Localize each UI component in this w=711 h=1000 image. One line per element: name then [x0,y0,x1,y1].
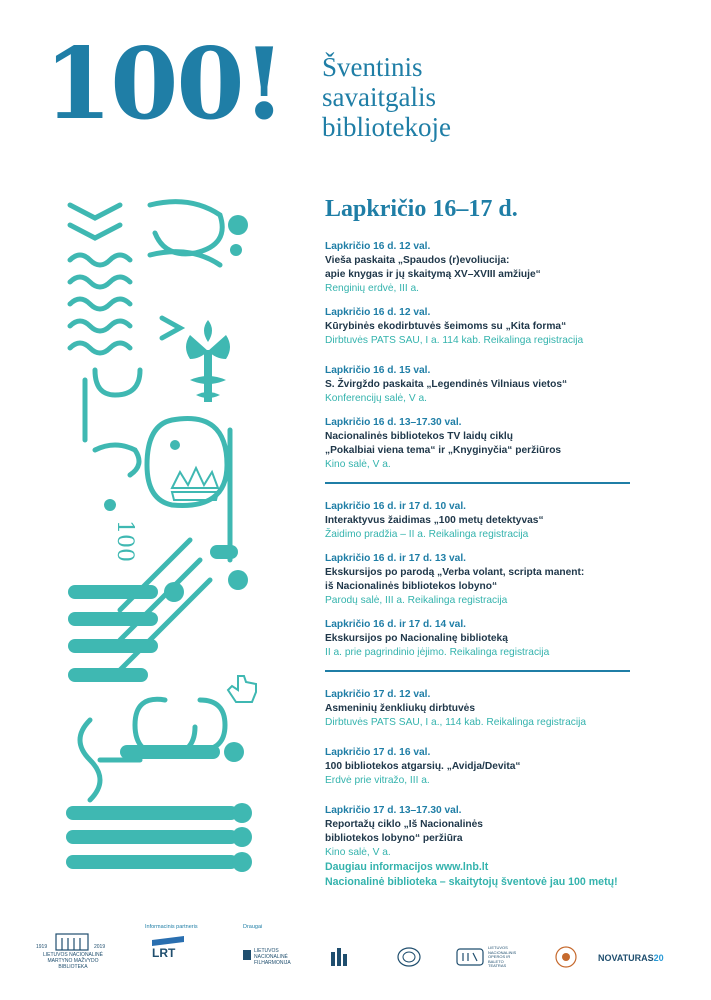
library-year-end: 2019 [94,944,106,950]
title-line: bibliotekoje [322,112,451,142]
partner-logo-emblem-icon [396,946,422,968]
event-title: „Pokalbiai viena tema“ ir „Knyginyčia“ peržiūros [325,445,562,456]
event-title: Ekskursijos po parodą „Verba volant, scripta manent: [325,567,585,578]
svg-text:100: 100 [112,520,137,562]
event-title: Asmeninių ženkliukų dirbtuvės [325,703,476,714]
title-line: Šventinis [322,52,423,82]
event-location: Parodų salė, III a. Reikalinga registracija [325,595,508,606]
event-location: Kino salė, V a. [325,847,391,858]
event-title: iš Nacionalinės bibliotekos lobyno“ [325,581,498,592]
event-time: Lapkričio 16 d. 12 val. [325,307,431,318]
event-title: 100 bibliotekos atgarsių. „Avidja/Devita“ [325,761,521,772]
event-title: Nacionalinės bibliotekos TV laidų ciklų [325,431,513,442]
novaturas-text: NOVATURAS [598,953,654,963]
event-item [325,618,635,660]
event-title: bibliotekos lobyno“ peržiūra [325,833,463,844]
event-location: Renginių erdvė, III a. [325,283,420,294]
event-time: Lapkričio 17 d. 16 val. [325,747,431,758]
event-title: Ekskursijos po Nacionalinę biblioteką [325,633,508,644]
event-title: S. Žvirgždo paskaita „Legendinės Vilniaus vietos“ [325,379,568,390]
library-name [38,952,108,970]
library-name-line: MARTYNO MAŽVYDO [47,958,99,964]
event-item [325,364,635,406]
hero-number: 100! [44,27,284,142]
partners-strip [0,920,711,1000]
section-divider [325,670,630,672]
opera-name [488,946,516,969]
philharmonic-name [254,948,291,966]
event-title: Kūrybinės ekodirbtuvės šeimoms su „Kita forma“ [325,321,567,332]
event-time: Lapkričio 17 d. 13–17.30 val. [325,805,462,816]
event-location: Žaidimo pradžia – II a. Reikalinga registracija [325,529,529,540]
philharmonic-line: LIETUVOS [254,948,279,954]
library-name-line: BIBLIOTEKA [58,964,88,970]
footer-info [325,860,618,890]
opera-line: BALETO [488,958,504,964]
library-year-start: 1919 [36,944,48,950]
event-item [325,416,635,472]
event-item [325,552,635,608]
event-time: Lapkričio 16 d. 15 val. [325,365,431,376]
event-location: Dirbtuvės PATS SAU, I a. 114 kab. Reikalinga registracija [325,335,584,346]
fleur-ornament-icon [186,320,230,402]
event-location: Erdvė prie vitražo, III a. [325,775,430,786]
event-title: Reportažų ciklo „Iš Nacionalinės [325,819,483,830]
library-name-line: LIETUVOS NACIONALINĖ [42,952,103,958]
date-heading: Lapkričio 16–17 d. [325,196,518,222]
novaturas-logo [598,953,664,963]
event-title: Interaktyvus žaidimas „100 metų detektyvas“ [325,515,544,526]
events-group [325,688,635,860]
opera-line: TEATRAS [488,963,507,968]
event-item [325,240,635,296]
partner-logo-seal-icon [555,946,577,968]
footer-slogan: Nacionalinė biblioteka – skaitytojų šventovė jau 100 metų! [325,876,618,888]
opera-line: OPEROS IR [488,954,511,959]
philharmonic-logo-icon [243,950,251,960]
event-title: Vieša paskaita „Spaudos (r)evoliucija: [325,255,510,266]
event-location: II a. prie pagrindinio įėjimo. Reikalinga registracija [325,647,550,658]
opera-logo-icon [456,948,484,966]
novaturas-suffix: 20 [653,953,664,963]
lrt-logo-text: LRT [152,946,176,960]
events-group [325,500,635,660]
opera-line: NACIONALINIS [488,949,517,955]
event-item [325,500,635,542]
philharmonic-line: FILHARMONIJA [254,960,291,966]
event-item [325,804,635,860]
poster-title [322,52,451,142]
event-time: Lapkričio 16 d. ir 17 d. 14 val. [325,619,466,630]
more-info-link[interactable]: Daugiau informacijos www.lnb.lt [325,861,489,873]
hand-pointer-icon [228,676,256,702]
event-time: Lapkričio 16 d. 13–17.30 val. [325,417,462,428]
opera-line: LIETUVOS [488,945,508,950]
philharmonic-line: NACIONALINĖ [254,954,288,960]
events-list [325,240,635,870]
event-time: Lapkričio 16 d. ir 17 d. 10 val. [325,501,466,512]
event-location: Dirbtuvės PATS SAU, I a., 114 kab. Reikalinga registracija [325,717,587,728]
event-item [325,688,635,730]
friends-label: Draugai [243,924,263,930]
event-time: Lapkričio 17 d. 12 val. [325,689,431,700]
event-location: Konferencijų salė, V a. [325,393,427,404]
info-partner-label: Informacinis partneris [145,924,198,930]
section-divider [325,482,630,484]
event-title: apie knygas ir jų skaitymą XV–XVIII amžiuje“ [325,269,541,280]
event-time: Lapkričio 16 d. ir 17 d. 13 val. [325,553,466,564]
event-item [325,306,635,348]
title-line: savaitgalis [322,82,436,112]
event-location: Kino salė, V a. [325,459,391,470]
event-time: Lapkričio 16 d. 12 val. [325,241,431,252]
partner-logo-books-icon [330,946,350,968]
crown-icon [172,468,218,500]
events-group [325,240,635,472]
event-item [325,746,635,788]
